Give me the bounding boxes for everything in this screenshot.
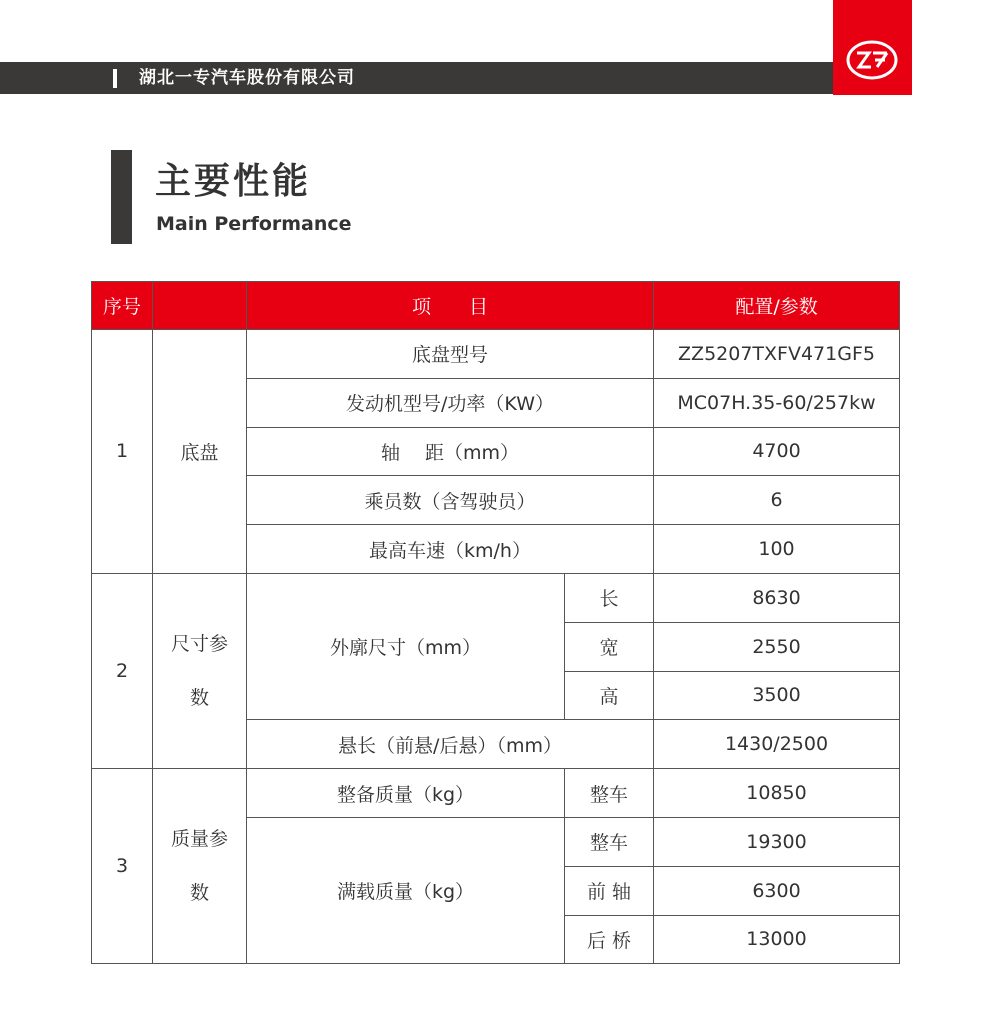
row-item: 满载质量（kg） [247,817,565,963]
row-item: 发动机型号/功率（KW） [247,378,654,427]
row-item: 乘员数（含驾驶员） [247,476,654,525]
row-index: 1 [92,330,153,574]
table-row [92,573,900,622]
row-sub: 整车 [565,817,654,866]
section-subtitle: Main Performance [156,213,352,235]
row-category [153,769,247,964]
row-value: 4700 [654,427,900,476]
row-category [153,573,247,768]
table-row [92,769,900,818]
row-sub: 整车 [565,769,654,818]
row-category-line: 数 [189,687,209,710]
row-value: ZZ5207TXFV471GF5 [654,330,900,379]
row-sub: 高 [565,671,654,720]
row-sub: 长 [565,573,654,622]
row-value: 100 [654,525,900,574]
row-sub: 宽 [565,622,654,671]
section-bar [111,150,132,244]
company-name: 湖北一专汽车股份有限公司 [139,68,355,88]
row-value: 19300 [654,817,900,866]
table-header-row [92,282,900,330]
row-item: 悬长（前悬/后悬）（mm） [247,720,654,769]
row-item: 轴 距（mm） [247,427,654,476]
company-logo-icon [845,39,899,81]
row-category-line: 数 [189,882,209,905]
row-value: MC07H.35-60/257kw [654,378,900,427]
header-index: 序号 [92,282,153,330]
header-divider [113,69,117,88]
row-value: 10850 [654,769,900,818]
table-row [92,330,900,379]
row-sub: 前 轴 [565,866,654,915]
row-category: 底盘 [153,330,247,574]
row-item: 整备质量（kg） [247,769,565,818]
header-item: 项 目 [247,282,654,330]
header-value: 配置/参数 [654,282,900,330]
row-value: 6300 [654,866,900,915]
row-value: 13000 [654,915,900,964]
row-item: 外廓尺寸（mm） [247,573,565,719]
header-blank [153,282,247,330]
performance-table [91,281,900,964]
row-sub: 后 桥 [565,915,654,964]
row-category-line: 质量参 [170,828,228,851]
logo-block [833,0,912,95]
row-value: 3500 [654,671,900,720]
row-value: 1430/2500 [654,720,900,769]
header-bar [0,62,835,94]
row-value: 6 [654,476,900,525]
row-category-line: 尺寸参 [170,633,228,656]
row-value: 2550 [654,622,900,671]
row-index: 3 [92,769,153,964]
row-index: 2 [92,573,153,768]
row-value: 8630 [654,573,900,622]
section-title: 主要性能 [155,161,312,202]
row-item: 最高车速（km/h） [247,525,654,574]
row-item: 底盘型号 [247,330,654,379]
